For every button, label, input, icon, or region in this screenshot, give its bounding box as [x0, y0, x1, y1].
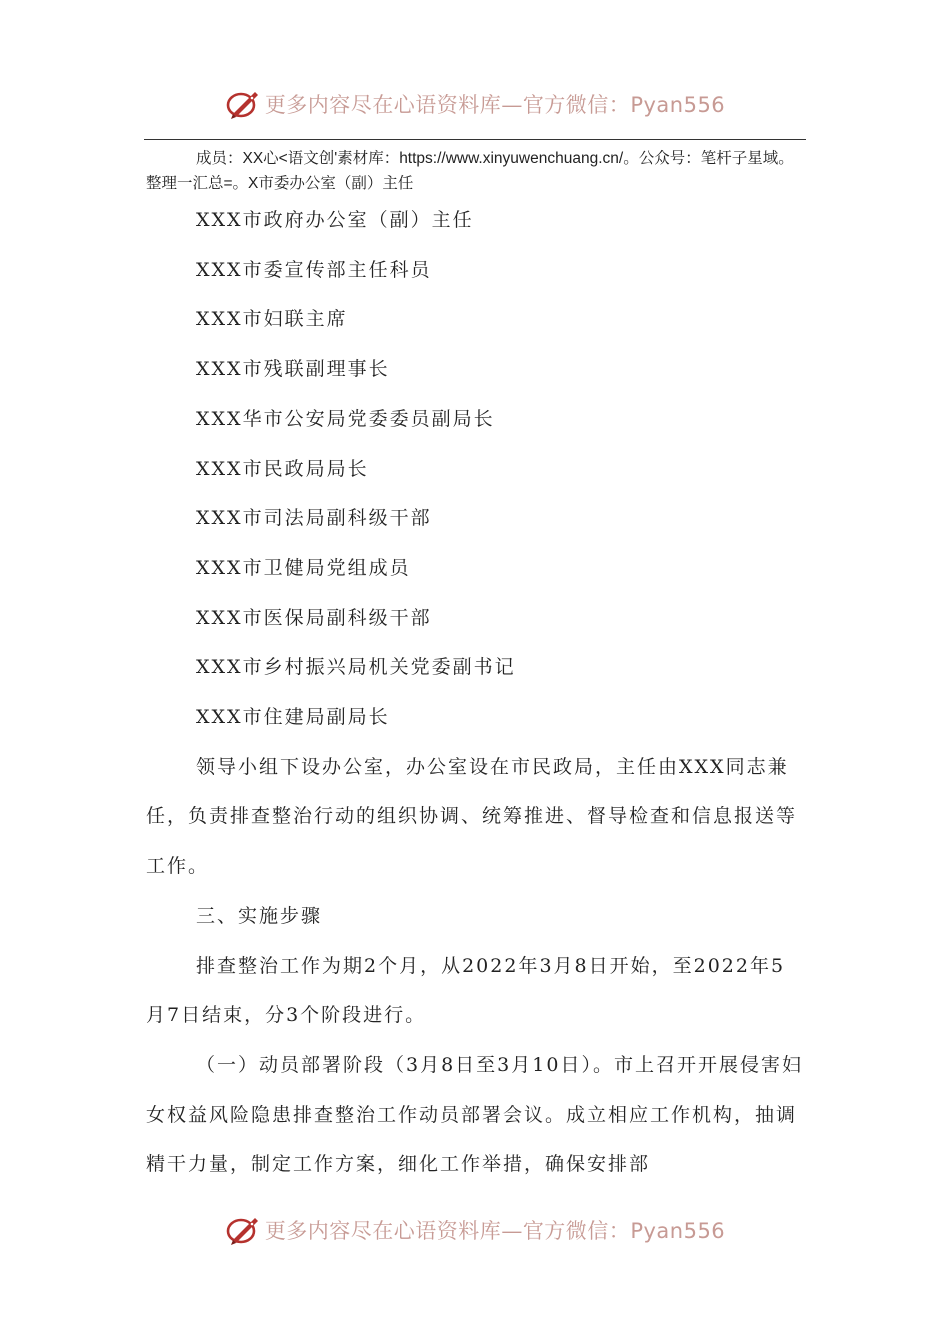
footer-banner — [0, 1210, 950, 1250]
member-line: XXX市乡村振兴局机关党委副书记 — [196, 656, 516, 679]
member-line: XXX华市公安局党委委员副局长 — [196, 407, 495, 430]
member-list — [146, 196, 806, 743]
footer-banner-separator: — — [501, 1219, 523, 1243]
header-banner-title: 更多内容尽在心语资料库 — [264, 93, 502, 117]
document-body — [146, 146, 806, 1190]
header-divider — [144, 139, 806, 140]
section-heading: 三、实施步骤 — [196, 904, 323, 927]
header-wechat-id: Pyan556 — [630, 93, 726, 117]
member-line: XXX市残联副理事长 — [196, 358, 390, 381]
office-paragraph: 领导小组下设办公室，办公室设在市民政局，主任由XXX同志兼任，负责排查整治行动的组织协调、统筹推进、督导检查和信息报送等工作。 — [146, 755, 798, 878]
member-line: XXX市住建局副局长 — [196, 706, 390, 729]
member-line: XXX市民政局局长 — [196, 457, 369, 480]
footer-wechat-label: 官方微信： — [522, 1219, 631, 1243]
member-line: XXX市政府办公室（副）主任 — [196, 209, 474, 231]
header-banner-separator: — — [501, 93, 523, 117]
timeline-paragraph: 排查整治工作为期2个月，从2022年3月8日开始，至2022年5月7日结束，分3个阶段进行。 — [146, 954, 786, 1027]
footer-wechat-id: Pyan556 — [630, 1219, 726, 1243]
header-banner — [0, 84, 950, 124]
header-wechat-label: 官方微信： — [522, 93, 631, 117]
pen-logo-icon — [225, 1212, 261, 1248]
footer-banner-title: 更多内容尽在心语资料库 — [264, 1219, 502, 1243]
member-line: XXX市委宣传部主任科员 — [196, 258, 432, 281]
member-line: XXX市医保局副科级干部 — [196, 606, 432, 629]
stage-one-paragraph: （一）动员部署阶段（3月8日至3月10日）。市上召开开展侵害妇女权益风险隐患排查整治工作动员部署会议。成立相应工作机构，抽调精干力量，制定工作方案，细化工作举措，确保安排部 — [146, 1053, 803, 1176]
footer-banner-text — [265, 1215, 725, 1245]
pen-logo-icon — [225, 86, 261, 122]
member-line: XXX市司法局副科级干部 — [196, 507, 432, 530]
header-banner-text — [265, 89, 725, 119]
member-line: XXX市卫健局党组成员 — [196, 556, 411, 579]
member-line: XXX市妇联主席 — [196, 308, 348, 331]
members-line: 成员：XX心<语文创'素材库：https://www.xinyuwenchuang.cn/。公众号：笔杆子星域。整理一汇总=。X市委办公室（副）主任 — [146, 150, 794, 192]
